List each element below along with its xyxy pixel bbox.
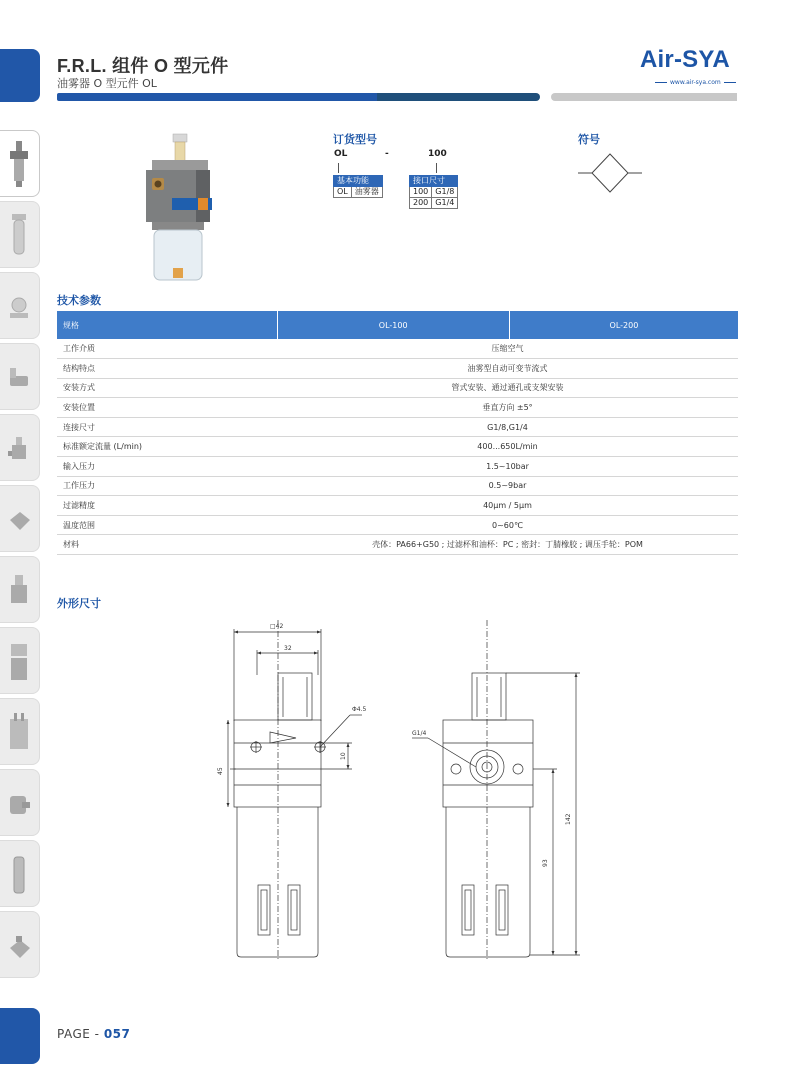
dim-height-total: 142 <box>565 813 572 825</box>
spec-value: 垂直方向 ±5° <box>277 398 738 418</box>
spec-value: 0~60℃ <box>277 515 738 535</box>
front-view <box>227 620 363 960</box>
category-tab-silencer[interactable] <box>0 840 40 907</box>
port-size: G1/8 <box>432 187 458 198</box>
table-row <box>57 437 738 457</box>
filter-bowl-icon <box>8 212 30 260</box>
table-row <box>57 339 738 359</box>
brand-url: www.air-sya.com <box>652 79 739 86</box>
lubricator-symbol <box>578 150 642 196</box>
category-tab-combination[interactable] <box>0 627 40 694</box>
function-name: 油雾器 <box>351 187 382 198</box>
ordering-code-part1: OL <box>334 149 348 159</box>
dim-height-port: 10 <box>340 752 347 760</box>
port-table <box>409 175 458 209</box>
category-tab-manifold[interactable] <box>0 698 40 765</box>
category-tab-frl[interactable] <box>0 130 40 197</box>
header-bar-grey <box>551 93 737 101</box>
specs-table <box>57 311 738 555</box>
table-row <box>57 496 738 516</box>
ordering-code-part2: 100 <box>428 149 447 159</box>
dim-hole: Φ4.5 <box>352 706 367 713</box>
specs-col-header: 规格 <box>57 311 277 339</box>
port-size: G1/4 <box>432 198 458 209</box>
table-row <box>57 515 738 535</box>
regulator-icon <box>8 567 30 615</box>
function-table <box>333 175 383 198</box>
category-tab-gauge[interactable] <box>0 272 40 339</box>
table-row <box>57 457 738 477</box>
ordering-title: 订货型号 <box>333 133 377 146</box>
page-num: 057 <box>103 1027 131 1041</box>
fitting-icon <box>8 354 30 402</box>
dim-width-inner: 32 <box>284 645 292 652</box>
specs-col-header: OL-100 <box>277 311 509 339</box>
ordering-tick-1 <box>338 163 339 173</box>
table-row <box>57 378 738 398</box>
dim-width-outer: □42 <box>270 623 284 630</box>
spec-label: 材料 <box>57 535 277 555</box>
spec-label: 工作压力 <box>57 476 277 496</box>
spec-value: 1.5~10bar <box>277 457 738 477</box>
ordering-tick-2 <box>436 163 437 173</box>
category-tab-valve[interactable] <box>0 414 40 481</box>
spec-value: 40μm / 5μm <box>277 496 738 516</box>
rail-top-tab <box>0 49 40 102</box>
spec-value: G1/8,G1/4 <box>277 417 738 437</box>
table-row <box>57 359 738 379</box>
dim-height-body: 45 <box>217 767 224 775</box>
spec-label: 过滤精度 <box>57 496 277 516</box>
spec-label: 标准额定流量 (L/min) <box>57 437 277 457</box>
dimensions-title: 外形尺寸 <box>57 597 101 610</box>
accessory-icon <box>8 922 30 970</box>
specs-title: 技术参数 <box>57 294 101 307</box>
page-title: F.R.L. 组件 O 型元件 <box>57 56 229 76</box>
table-row <box>57 417 738 437</box>
function-table-header: 基本功能 <box>334 176 383 187</box>
solenoid-icon <box>8 496 30 544</box>
table-row <box>57 535 738 555</box>
rail-bottom-tab <box>0 1008 40 1064</box>
dim-height-bowl: 93 <box>542 859 549 867</box>
category-tab-regulator[interactable] <box>0 556 40 623</box>
port-code: 200 <box>410 198 432 209</box>
port-code: 100 <box>410 187 432 198</box>
header-bar-dark <box>377 93 540 101</box>
ordering-code-separator: - <box>385 149 389 159</box>
spec-value: 油雾型自动可变节流式 <box>277 359 738 379</box>
spec-label: 安装方式 <box>57 378 277 398</box>
spec-value: 压缩空气 <box>277 339 738 359</box>
side-view <box>237 620 580 960</box>
specs-col-header: OL-200 <box>509 311 738 339</box>
valve-icon <box>8 425 30 473</box>
table-row <box>334 187 383 198</box>
category-tab-filter[interactable] <box>0 201 40 268</box>
combination-unit-icon <box>8 638 30 686</box>
category-tab-cylinder[interactable] <box>0 769 40 836</box>
category-tab-solenoid[interactable] <box>0 485 40 552</box>
spec-value: 壳体：PA66+G50 ; 过滤杯和油杯：PC ; 密封：丁腈橡胶 ; 调压手轮：POM <box>277 535 738 555</box>
spec-value: 管式安装、通过通孔或支架安装 <box>277 378 738 398</box>
brand-logo: Air-SYA <box>640 46 730 73</box>
page-prefix: PAGE - <box>57 1027 104 1041</box>
table-row <box>57 398 738 418</box>
spec-value: 400...650L/min <box>277 437 738 457</box>
dimension-drawing <box>200 615 600 965</box>
frl-unit-icon <box>8 141 30 189</box>
silencer-icon <box>8 851 30 899</box>
manifold-icon <box>8 709 30 757</box>
product-photo <box>140 132 220 284</box>
function-code: OL <box>334 187 352 198</box>
spec-label: 输入压力 <box>57 457 277 477</box>
category-tab-fitting[interactable] <box>0 343 40 410</box>
spec-value: 0.5~9bar <box>277 476 738 496</box>
symbol-title: 符号 <box>578 133 600 146</box>
page-number <box>57 1027 130 1041</box>
page-subtitle: 油雾器 O 型元件 OL <box>57 77 157 90</box>
port-table-header: 接口尺寸 <box>410 176 458 187</box>
dim-port: G1/4 <box>412 730 427 737</box>
header-bar-blue <box>57 93 377 101</box>
spec-label: 温度范围 <box>57 515 277 535</box>
pressure-gauge-icon <box>8 283 30 331</box>
spec-label: 安装位置 <box>57 398 277 418</box>
table-row <box>57 476 738 496</box>
table-row <box>410 198 458 209</box>
cylinder-icon <box>8 780 30 828</box>
category-tab-accessory[interactable] <box>0 911 40 978</box>
spec-label: 结构特点 <box>57 359 277 379</box>
spec-label: 工作介质 <box>57 339 277 359</box>
table-row <box>410 187 458 198</box>
spec-label: 连接尺寸 <box>57 417 277 437</box>
